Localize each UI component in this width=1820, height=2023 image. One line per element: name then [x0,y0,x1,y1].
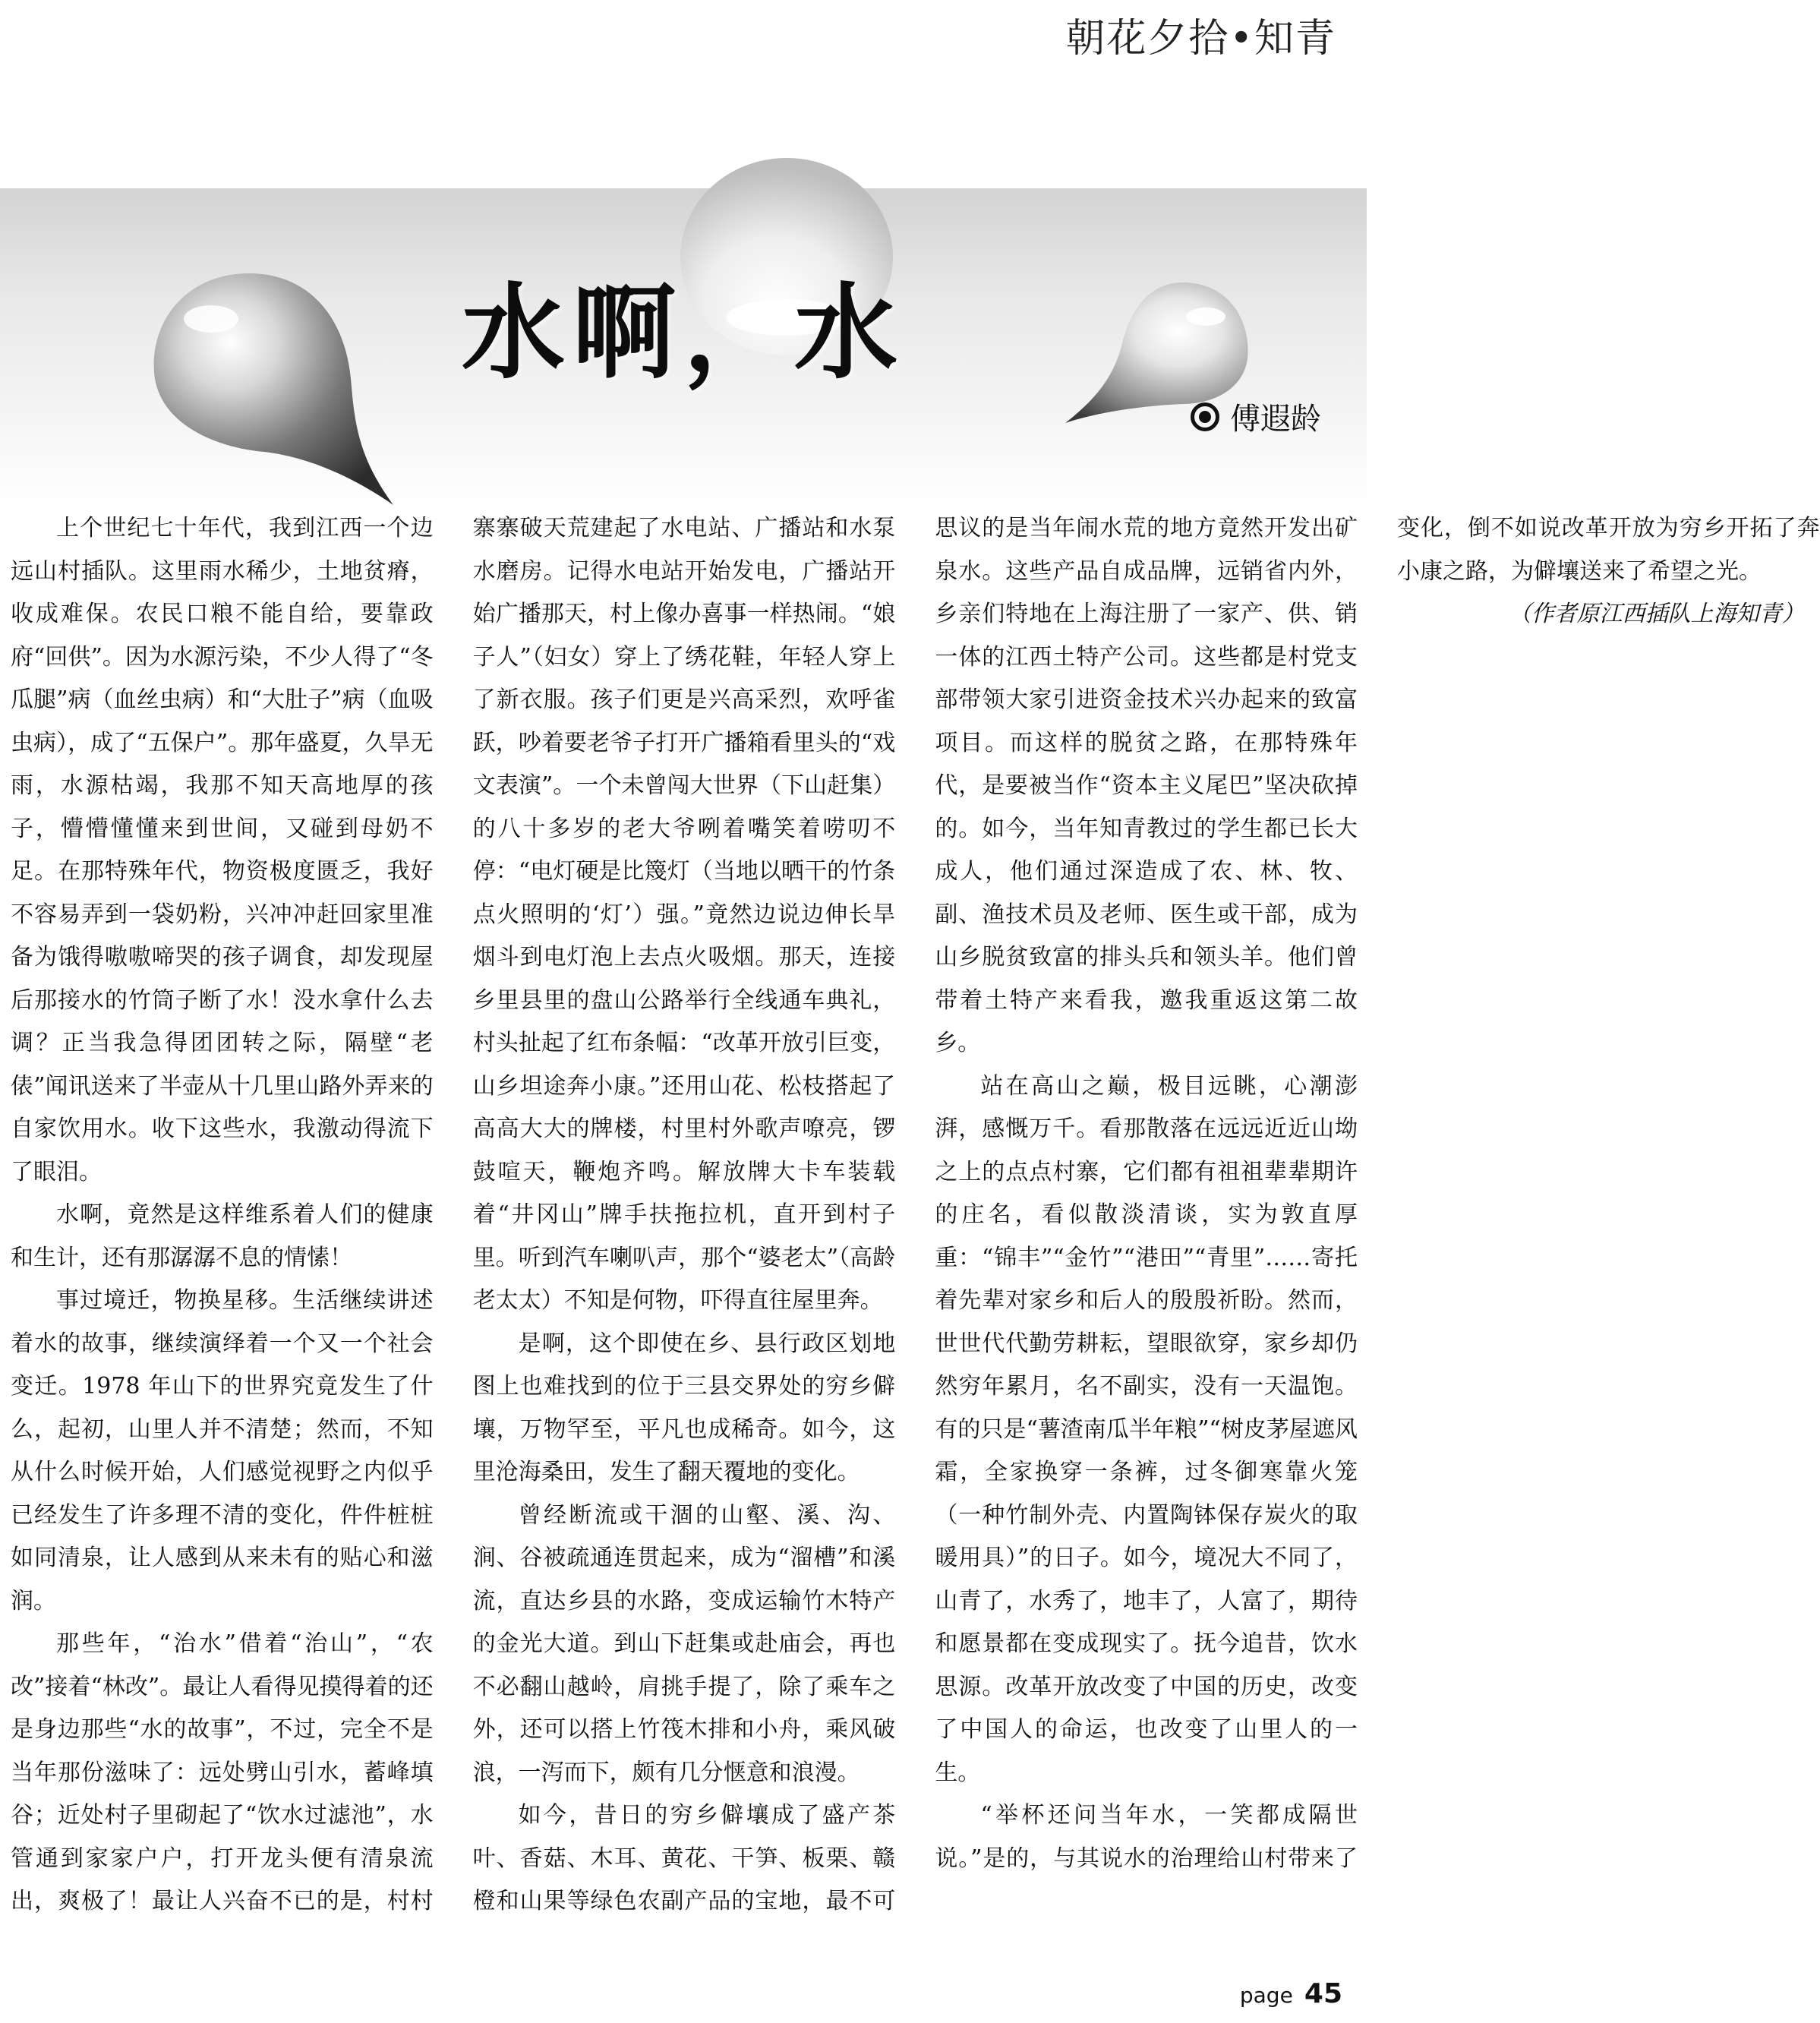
bullseye-icon [1191,402,1219,431]
paragraph: “举杯还问当年水，一笑都成隔世说。”是的，与其说水的治理给山村带来了变化，倒不如说改革开放为穷乡开拓了奔小康之路，为僻壤送来了希望之光。 [935,515,1820,1872]
paragraph: 水啊，竟然是这样维系着人们的健康和生计，还有那潺潺不息的情愫！ [11,1201,434,1271]
author-name: 傅遐龄 [1230,402,1321,437]
paragraph: 是啊，这个即使在乡、县行政区划地图上也难找到的位于三县交界处的穷乡僻壤，万物罕至，平凡也成稀奇。如今，这里沧海桑田，发生了翻天覆地的变化。 [472,1330,896,1485]
page-label: page [1239,1983,1293,2008]
paragraph: 事过境迁，物换星移。生活继续讲述着水的故事，继续演绎着一个又一个社会变迁。1978 年山下的世界究竟发生了什么，起初，山里人并不清楚；然而，不知从什么时候开始，人们感觉视野之内似乎已经发生了许多理不清的变化，件件桩桩如同清泉，让人感到从来未有的贴心和滋润。 [11,1287,434,1614]
title-banner [0,188,1367,507]
paragraph: 如今，昔日的穷乡僻壤成了盛产茶叶、香菇、木耳、黄花、干笋、板栗、赣橙和山果等绿色农副产品的宝地，最不可思议的是当年闹水荒的地方竟然开发出矿泉水。这些产品自成品牌，远销省内外，乡亲们特地在上海注册了一家产、供、销一体的江西土特产公司。这些都是村党支部带领大家引进资金技术兴办起来的致富项目。而这样的脱贫之路，在那特殊年代，是要被当作“资本主义尾巴”坚决砍掉的。如今，当年知青教过的学生都已长大成人，他们通过深造成了农、林、牧、副、渔技术员及老师、医生或干部，成为山乡脱贫致富的排头兵和领头羊。他们曾带着土特产来看我，邀我重返这第二故乡。 [472,515,1358,1914]
paragraph: 那些年，“治水”借着“治山”，“农改”接着“林改”。最让人看得见摸得着的还是身边那些“水的故事”，不过，完全不是当年那份滋味了：远处劈山引水，蓄峰填谷；近处村子里砌起了“饮水过滤池”，水管通到家家户户，打开龙头便有清泉流出，爽极了！最让人兴奋不已的是，村村寨寨破天荒建起了水电站、广播站和水泵水磨房。记得水电站开始发电，广播站开始广播那天，村上像办喜事一样热闹。“娘子人”（妇女）穿上了绣花鞋，年轻人穿上了新衣服。孩子们更是兴高采烈，欢呼雀跃，吵着要老爷子打开广播箱看里头的“戏文表演”。一个未曾闯大世界（下山赶集）的八十多岁的老大爷咧着嘴笑着唠叨不停：“电灯硬是比篾灯（当地以晒干的竹条点火照明的‘灯’）强。”竟然边说边伸长旱烟斗到电灯泡上去点火吸烟。那天，连接乡里县里的盘山公路举行全线通车典礼，村头扯起了红布条幅：“改革开放引巨变，山乡坦途奔小康。”还用山花、松枝搭起了高高大大的牌楼，村里村外歌声嘹亮，锣鼓喧天，鞭炮齐鸣。解放牌大卡车装载着“井冈山”牌手扶拖拉机，直开到村子里。听到汽车喇叭声，那个“婆老太”（高龄老太太）不知是何物，吓得直往屋里奔。 [11,515,896,1914]
author-note: （作者原江西插队上海知青） [1508,601,1805,627]
article-title: 水啊，水 [462,273,905,393]
byline [1191,395,1321,438]
paragraph: 曾经断流或干涸的山壑、溪、沟、涧、谷被疏通连贯起来，成为“溜槽”和溪流，直达乡县的水路，变成运输竹木特产的金光大道。到山下赶集或赴庙会，再也不必翻山越岭，肩挑手提了，除了乘车之外，还可以搭上竹筏木排和小舟，乘风破浪，一泻而下，颇有几分惬意和浪漫。 [472,1501,896,1786]
article-body [11,507,1820,1927]
paragraph: 站在高山之巅，极目远眺，心潮澎湃，感慨万千。看那散落在远远近近山坳之上的点点村寨，它们都有祖祖辈辈期许的庄名，看似散淡清谈，实为敦直厚重：“锦丰”“金竹”“港田”“青里”……寄托着先辈对家乡和后人的殷殷祈盼。然而，世世代代勤劳耕耘，望眼欲穿，家乡却仍然穷年累月，名不副实，没有一天温饱。有的只是“薯渣南瓜半年粮”“树皮茅屋遮风霜，全家换穿一条裤，过冬御寒靠火笼（一种竹制外壳、内置陶钵保存炭火的取暖用具）”的日子。如今，境况大不同了，山青了，水秀了，地丰了，人富了，期待和愿景都在变成现实了。抚今追昔，饮水思源。改革开放改变了中国的历史，改变了中国人的命运，也改变了山里人的一生。 [935,1072,1358,1786]
page-number: 45 [1304,1978,1342,2009]
section-header: 朝花夕拾•知青 [1065,16,1336,62]
paragraph: 上个世纪七十年代，我到江西一个边远山村插队。这里雨水稀少，土地贫瘠，收成难保。农民口粮不能自给，要靠政府“回供”。因为水源污染，不少人得了“冬瓜腿”病（血丝虫病）和“大肚子”病（血吸虫病），成了“五保户”。那年盛夏，久旱无雨，水源枯竭，我那不知天高地厚的孩子，懵懵懂懂来到世间，又碰到母奶不足。在那特殊年代，物资极度匮乏，我好不容易弄到一袋奶粉，兴冲冲赶回家里准备为饿得嗷嗷啼哭的孩子调食，却发现屋后那接水的竹筒子断了水！没水拿什么去调？正当我急得团团转之际，隔壁“老俵”闻讯送来了半壶从十几里山路外弄来的自家饮用水。收下这些水，我激动得流下了眼泪。 [11,515,434,1185]
page-footer [1240,1978,1342,2009]
